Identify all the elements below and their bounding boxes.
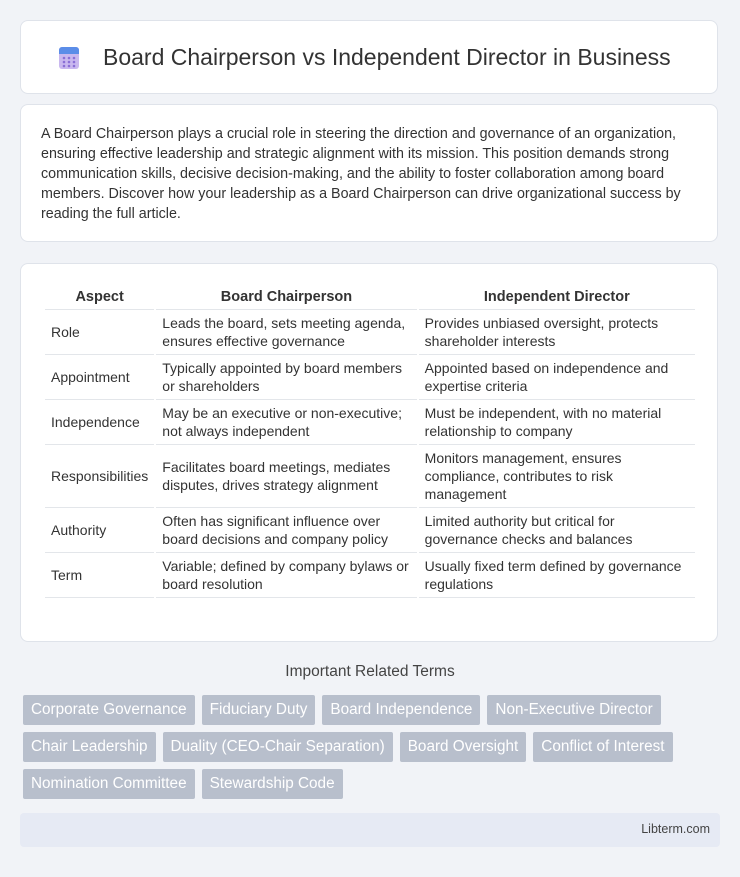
cell-chairperson: Variable; defined by company bylaws or board resolution [156,553,416,598]
tag-nomination-committee[interactable]: Nomination Committee [23,769,195,799]
tag-board-independence[interactable]: Board Independence [322,695,480,725]
cell-independent: Monitors management, ensures compliance, contributes to risk management [419,445,695,508]
table-row [45,355,695,400]
table-row [45,310,695,355]
tag-board-oversight[interactable]: Board Oversight [400,732,527,762]
tag-conflict-of-interest[interactable]: Conflict of Interest [533,732,672,762]
cell-independent: Provides unbiased oversight, protects shareholder interests [419,310,695,355]
header-board-chairperson: Board Chairperson [156,285,416,310]
tag-corporate-governance[interactable]: Corporate Governance [23,695,195,725]
cell-chairperson: May be an executive or non-executive; not always independent [156,400,416,445]
table-row [45,508,695,553]
table-row [45,400,695,445]
cell-chairperson: Typically appointed by board members or shareholders [156,355,416,400]
cell-independent: Appointed based on independence and expertise criteria [419,355,695,400]
comparison-table [43,285,697,598]
cell-independent: Usually fixed term defined by governance regulations [419,553,695,598]
footer [20,813,720,847]
cell-aspect: Term [45,553,154,598]
related-terms-title: Important Related Terms [285,663,455,680]
header-aspect: Aspect [45,285,154,310]
cell-aspect: Responsibilities [45,445,154,508]
page-title: Board Chairperson vs Independent Director in Business [103,44,671,70]
cell-aspect: Appointment [45,355,154,400]
cell-aspect: Authority [45,508,154,553]
tag-stewardship-code[interactable]: Stewardship Code [202,769,343,799]
header-card [20,20,718,94]
table-row [45,553,695,598]
cell-independent: Must be independent, with no material relationship to company [419,400,695,445]
calculator-icon [57,46,81,70]
intro-card [20,104,718,242]
cell-chairperson: Leads the board, sets meeting agenda, ensures effective governance [156,310,416,355]
cell-independent: Limited authority but critical for governance checks and balances [419,508,695,553]
related-terms-list [23,695,713,806]
cell-aspect: Independence [45,400,154,445]
tag-chair-leadership[interactable]: Chair Leadership [23,732,156,762]
tag-non-executive-director[interactable]: Non-Executive Director [487,695,660,725]
cell-chairperson: Facilitates board meetings, mediates disputes, drives strategy alignment [156,445,416,508]
tag-fiduciary-duty[interactable]: Fiduciary Duty [202,695,316,725]
tag-duality[interactable]: Duality (CEO-Chair Separation) [163,732,393,762]
cell-chairperson: Often has significant influence over board decisions and company policy [156,508,416,553]
table-row [45,445,695,508]
intro-text: A Board Chairperson plays a crucial role in steering the direction and governance of an organization, ensuring effective leadership and strategic alignment with its mission. This position demands strong communication skills, decisive decision-making, and the ability to foster collaboration among board members. Discover how your leadership as a Board Chairperson can drive organizational success by reading the full article. [41,126,681,222]
header-independent-director: Independent Director [419,285,695,310]
cell-aspect: Role [45,310,154,355]
footer-site-link[interactable]: Libterm.com [641,822,710,836]
comparison-card [20,263,718,642]
table-header-row [45,285,695,310]
